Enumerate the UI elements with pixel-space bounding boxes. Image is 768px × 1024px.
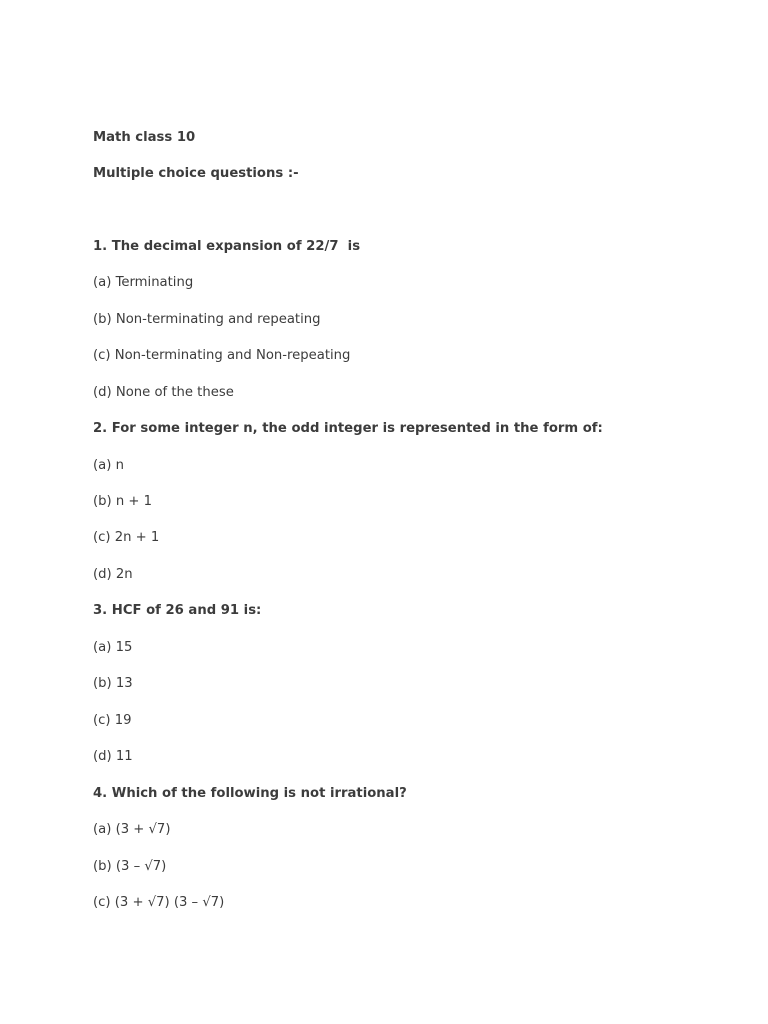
question-2-option-c: (c) 2n + 1 <box>93 530 160 545</box>
question-3-option-d: (d) 11 <box>93 749 133 764</box>
question-3-option-a: (a) 15 <box>93 640 133 655</box>
question-2-option-a: (a) n <box>93 458 124 473</box>
question-3-prompt: 3. HCF of 26 and 91 is: <box>93 603 262 618</box>
question-2-option-b: (b) n + 1 <box>93 494 153 509</box>
question-4-option-b: (b) (3 – √7) <box>93 859 167 874</box>
question-1-prompt: 1. The decimal expansion of 22/7 is <box>93 239 361 254</box>
question-2-option-d: (d) 2n <box>93 567 133 582</box>
question-1-option-b: (b) Non-terminating and repeating <box>93 312 321 327</box>
question-1-option-d: (d) None of the these <box>93 385 234 400</box>
question-3-option-c: (c) 19 <box>93 713 132 728</box>
question-1-option-a: (a) Terminating <box>93 275 194 290</box>
question-1-option-c: (c) Non-terminating and Non-repeating <box>93 348 351 363</box>
question-4-option-c: (c) (3 + √7) (3 – √7) <box>93 895 225 910</box>
question-2-prompt: 2. For some integer n, the odd integer is represented in the form of: <box>93 421 603 436</box>
document-title: Math class 10 <box>93 130 196 145</box>
question-3-option-b: (b) 13 <box>93 676 133 691</box>
question-4-prompt: 4. Which of the following is not irrational? <box>93 786 407 801</box>
question-4-option-a: (a) (3 + √7) <box>93 822 171 837</box>
document-subtitle: Multiple choice questions :- <box>93 166 299 181</box>
